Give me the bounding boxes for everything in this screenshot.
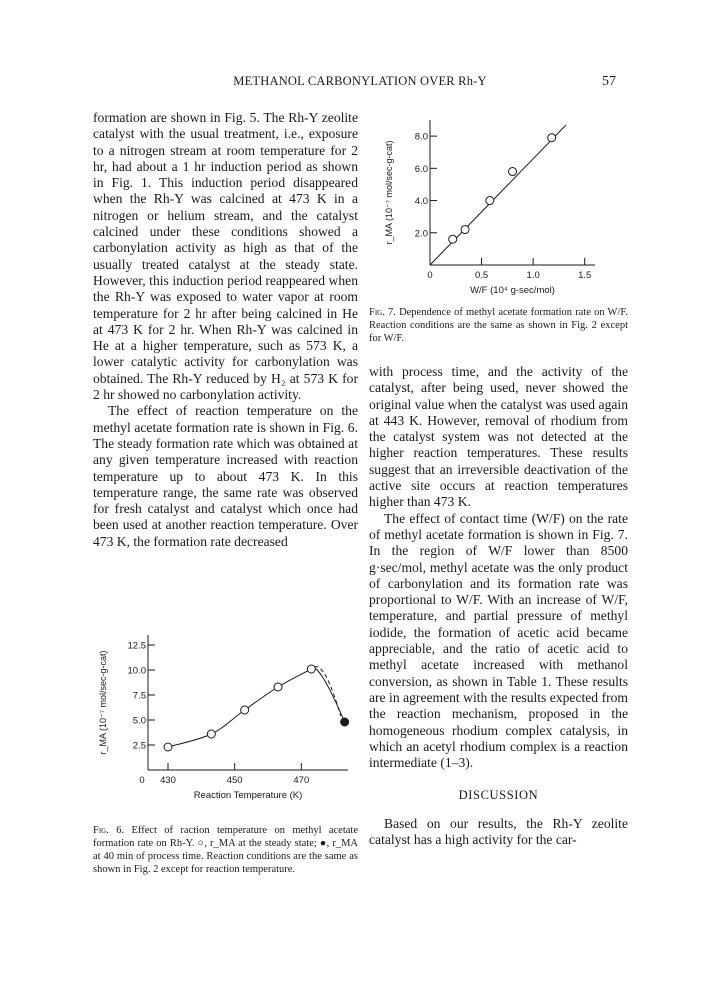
y-tick-label: 10.0: [127, 665, 146, 677]
x-origin-label: 0: [139, 775, 145, 786]
page-number: 57: [602, 74, 616, 89]
fig6-caption-label: Fig. 6.: [93, 825, 125, 836]
paragraph: The effect of reaction temperature on the methyl acetate formation rate is shown in Fig. 6. The steady formation rate which was obtained at any given temperature increased with reaction temperature up to about 473 K. In this temperature range, the same rate was observed for fresh catalyst and catalyst which once had been used at another reaction temperature. Over 473 K, the formation rate decreased: [93, 403, 358, 549]
data-point-open: [509, 168, 517, 176]
left-column-text: [93, 110, 358, 550]
data-point-open: [207, 730, 215, 738]
fig7-caption: [369, 306, 628, 345]
x-tick-label: 0.5: [474, 270, 489, 281]
x-axis-label: Reaction Temperature (K): [193, 790, 303, 801]
paragraph: The effect of contact time (W/F) on the rate of methyl acetate formation is shown in Fig. 7. In the region of W/F lower than 8500 g·sec/mol, methyl acetate was the only product of carbonylation and its formation rate was proportional to W/F. With an increase of W/F, temperature, and partial pressure of methyl iodide, the formation of acetic acid became appreciable, and the ratio of acetic acid to methyl acetate increased with methanol conversion, as shown in Table 1. These results are in agreement with the results expected from the reaction mechanism, proposed in the homogeneous rhodium complex catalysis, in which an acetyl rhodium complex is a reaction intermediate (1–3).: [369, 510, 628, 771]
paragraph: Based on our results, the Rh-Y zeolite catalyst has a high activity for the car-: [369, 815, 628, 848]
x-tick-label: 470: [293, 775, 310, 786]
y-tick-label: 2.5: [132, 740, 146, 752]
x-tick-label: 450: [226, 775, 243, 786]
data-point-filled: [341, 718, 349, 726]
fig7-caption-text: Dependence of methyl acetate formation rate on W/F. Reaction conditions are the same as shown in Fig. 2 except for W/F.: [369, 307, 628, 344]
fig6-caption-text: Effect of raction temperature on methyl acetate formation rate on Rh-Y. ○, r_MA at the steady state; ●, r_MA at 40 min of process time. Reaction conditions are the same as shown in Fig. 2 except for reaction temperature.: [93, 825, 358, 875]
y-axis-label: r_MA (10⁻⁷ mol/sec-g-cat): [384, 140, 394, 245]
y-tick-label: 6.0: [414, 163, 428, 175]
data-point-open: [449, 235, 457, 243]
fig7-chart: [380, 110, 610, 300]
data-point-open: [486, 197, 494, 205]
y-tick-label: 2.0: [414, 228, 428, 240]
y-tick-label: 4.0: [414, 196, 428, 208]
data-point-open: [461, 226, 469, 234]
x-tick-label: 430: [160, 775, 176, 786]
fig7-caption-label: Fig. 7.: [369, 307, 396, 318]
figure-7: [380, 110, 610, 300]
running-title: METHANOL CARBONYLATION OVER Rh-Y: [233, 74, 487, 88]
y-tick-label: 7.5: [132, 690, 146, 702]
data-point-open: [548, 134, 556, 142]
data-point-open: [274, 683, 282, 691]
y-axis-label: r_MA (10⁻⁷ mol/sec-g-cat): [98, 650, 108, 755]
right-column-text: [369, 364, 628, 848]
paragraph: with process time, and the activity of the catalyst, after being used, never showed the original value when the catalyst was used again at 443 K. However, removal of rhodium from the catalyst system was not detected at the higher reaction temperatures. These results suggest that an irreversible deactivation of the active site occurs at reaction temperatures higher than 473 K.: [369, 364, 628, 510]
figure-6: [93, 625, 363, 820]
steady-state-curve: [168, 669, 311, 747]
x-tick-label: 0: [427, 270, 433, 281]
dashed-decline-line: [314, 667, 340, 716]
y-tick-label: 5.0: [132, 715, 146, 727]
fit-line: [430, 125, 566, 265]
data-point-open: [307, 665, 315, 673]
x-tick-label: 1.0: [526, 270, 540, 281]
data-point-open: [164, 743, 172, 751]
x-tick-label: 1.5: [578, 270, 592, 281]
fig6-chart: [93, 625, 363, 820]
data-point-open: [241, 706, 249, 714]
fig6-caption: [93, 824, 358, 876]
y-tick-label: 8.0: [414, 131, 428, 143]
x-axis-label: W/F (10⁴ g-sec/mol): [470, 285, 555, 296]
paragraph: formation are shown in Fig. 5. The Rh-Y zeolite catalyst with the usual treatment, i.e., exposure to a nitrogen stream at room temperature for 2 hr, had about a 1 hr induction period as shown in Fig. 1. This induction period disappeared when the Rh-Y was calcined at 473 K in a nitrogen or helium stream, and the catalyst calcined under these conditions showed a carbonylation activity as high as that of the usually treated catalyst at the steady state. However, this induction period reappeared when the Rh-Y was exposed to water vapor at room temperature for 2 hr after being calcined in He at 473 K for 2 hr. When Rh-Y was calcined in He at a higher temperature, such as 573 K, a lower catalytic activity for carbonylation was obtained. The Rh-Y reduced by H₂ at 573 K for 2 hr showed no carbonylation activity.: [93, 110, 358, 403]
y-tick-label: 12.5: [127, 640, 146, 652]
section-heading: DISCUSSION: [458, 788, 539, 803]
running-head: [0, 74, 720, 94]
